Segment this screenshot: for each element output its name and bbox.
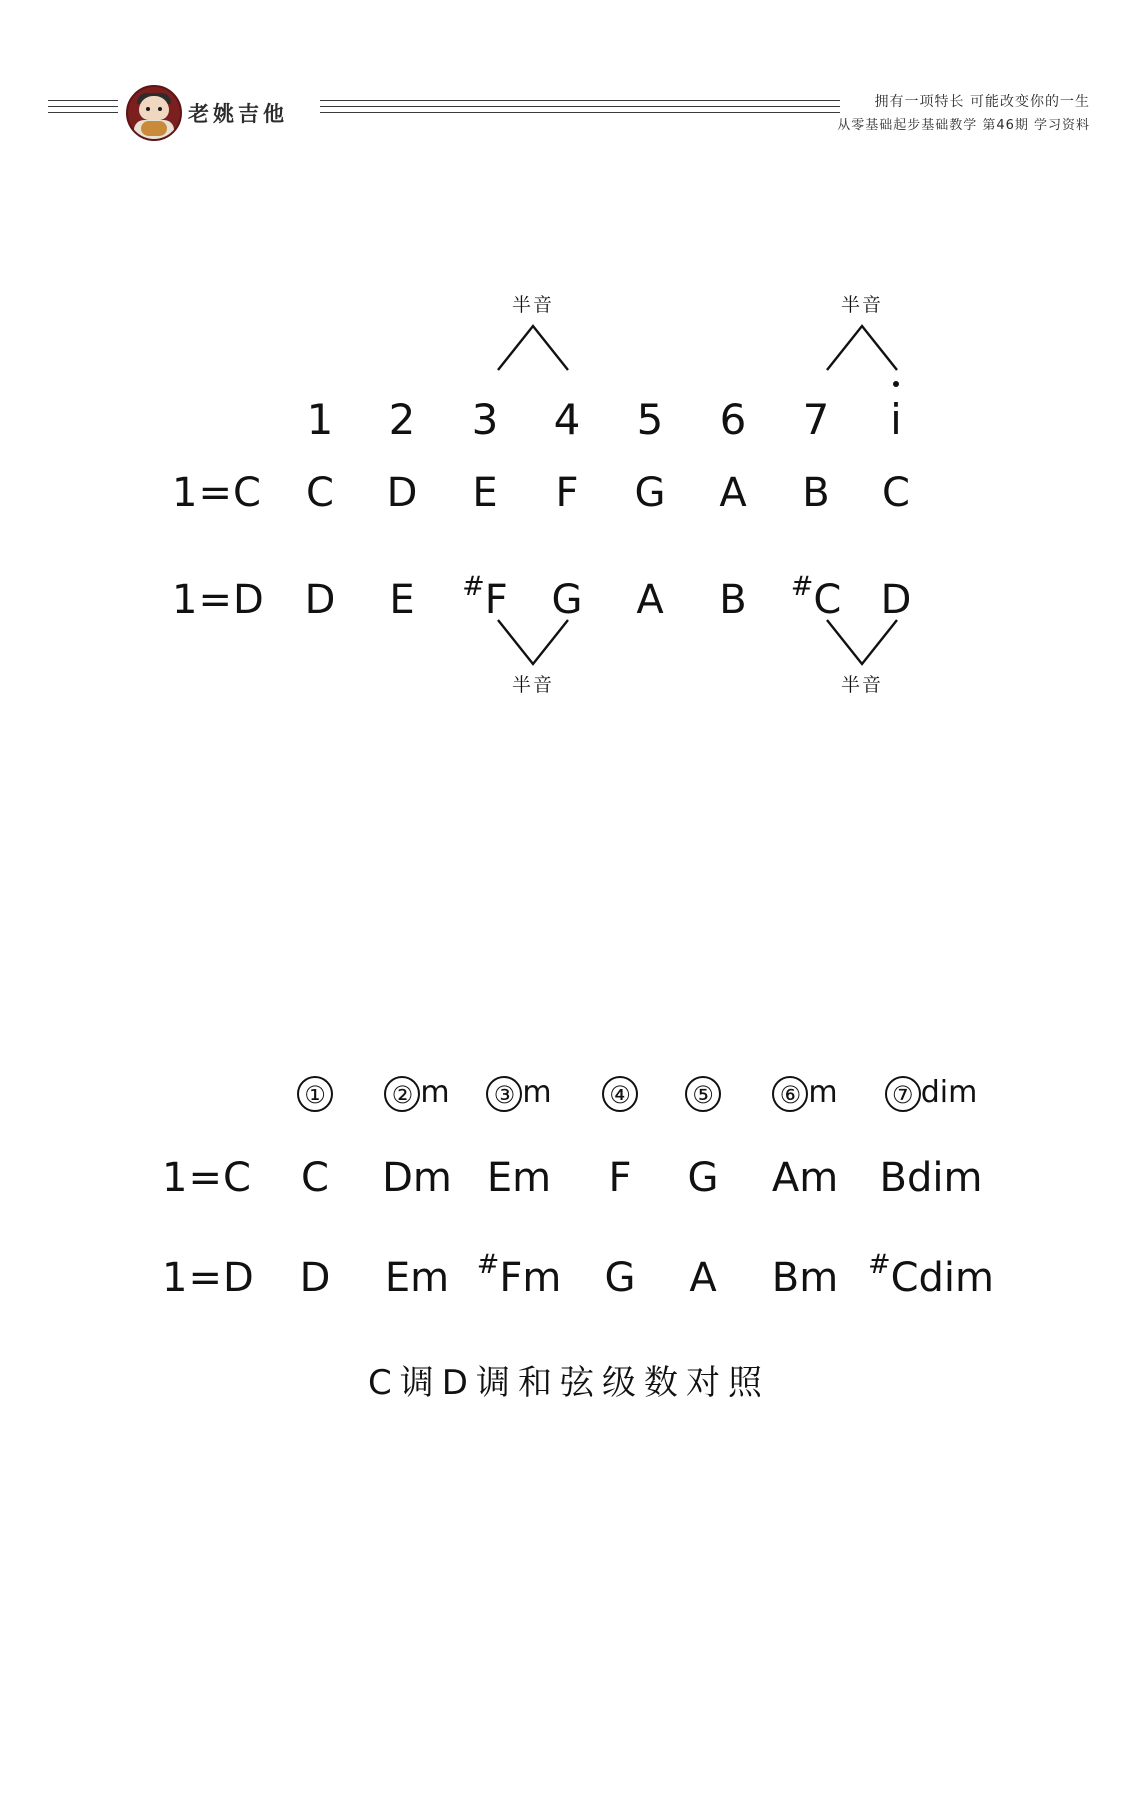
chord-degree-7	[866, 1075, 996, 1112]
scale-c-note-2: D	[386, 470, 418, 516]
chord-degree-3-suffix: m	[522, 1075, 552, 1110]
chord-d-7-label: Cdim	[890, 1255, 995, 1301]
scale-d-note-4: G	[551, 577, 583, 623]
scale-c-note-1: C	[306, 470, 334, 516]
scale-degree-5: 5	[636, 395, 664, 444]
half-step-label: 半音	[511, 294, 554, 316]
chord-c-5: G	[687, 1155, 719, 1201]
half-step-chevron-down-icon	[823, 618, 901, 670]
slogan-line-2: 从零基础起步基础教学 第46期 学习资料	[837, 117, 1090, 133]
sharp-sign-icon: #	[462, 571, 485, 602]
scale-c-note-6: A	[719, 470, 747, 516]
brand-title: 老姚吉他	[188, 102, 288, 126]
chord-row-d-label: 1=D	[162, 1255, 255, 1301]
scale-d-note-6: B	[719, 577, 747, 623]
circled-number-1-icon: ①	[297, 1076, 333, 1112]
slogan-line-1: 拥有一项特长 可能改变你的一生	[874, 94, 1090, 110]
scale-degree-8-label: i	[890, 395, 902, 444]
scale-degree-8	[866, 395, 926, 444]
chord-d-2: Em	[384, 1255, 450, 1301]
chord-degree-6-suffix: m	[808, 1075, 838, 1110]
scale-degree-6: 6	[719, 395, 747, 444]
scale-d-note-3	[445, 571, 525, 623]
scale-d-note-5: A	[636, 577, 664, 623]
chord-degree-7-suffix: dim	[920, 1075, 978, 1110]
scale-c-note-3: E	[472, 470, 498, 516]
circled-number-7-icon: ⑦	[885, 1076, 921, 1112]
sharp-sign-icon: #	[476, 1249, 500, 1280]
scale-row-d-label: 1=D	[172, 577, 265, 623]
sharp-sign-icon: #	[867, 1249, 891, 1280]
chord-d-7	[856, 1249, 1006, 1301]
chord-degree-6	[755, 1075, 855, 1112]
scale-degree-4: 4	[553, 395, 581, 444]
chord-degree-5	[663, 1075, 743, 1112]
chord-row-c-label: 1=C	[162, 1155, 252, 1201]
half-step-chevron-up-icon	[494, 320, 572, 372]
scale-d-note-2: E	[389, 577, 415, 623]
scale-c-note-5: G	[634, 470, 666, 516]
chord-d-5: A	[689, 1255, 717, 1301]
chord-d-6: Bm	[771, 1255, 839, 1301]
chord-c-4: F	[608, 1155, 632, 1201]
chord-c-3: Em	[486, 1155, 552, 1201]
scale-degree-3: 3	[471, 395, 499, 444]
sharp-sign-icon: #	[790, 571, 814, 602]
scale-degree-7: 7	[802, 395, 830, 444]
scale-degree-1: 1	[306, 395, 334, 444]
scale-degree-2: 2	[388, 395, 416, 444]
half-step-chevron-down-icon	[494, 618, 572, 670]
chord-degree-2-suffix: m	[420, 1075, 450, 1110]
scale-c-note-4: F	[555, 470, 579, 516]
chord-d-4: G	[604, 1255, 636, 1301]
chord-degree-4	[580, 1075, 660, 1112]
scale-row-c-label: 1=C	[172, 470, 262, 516]
scale-c-note-8: C	[882, 470, 910, 516]
scale-c-note-7: B	[802, 470, 830, 516]
scale-d-note-7	[776, 571, 856, 623]
chord-degree-3	[474, 1075, 564, 1112]
chord-d-3-label: Fm	[499, 1255, 562, 1301]
circled-number-3-icon: ③	[486, 1076, 522, 1112]
chord-c-7: Bdim	[879, 1155, 983, 1201]
octave-dot-icon	[893, 381, 899, 387]
scale-d-note-1: D	[304, 577, 336, 623]
half-step-chevron-up-icon	[823, 320, 901, 372]
scale-d-note-3-label: F	[484, 577, 508, 623]
circled-number-6-icon: ⑥	[772, 1076, 808, 1112]
half-step-label: 半音	[840, 674, 883, 696]
scale-d-note-7-label: C	[813, 577, 842, 623]
chart-caption: C调D调和弦级数对照	[368, 1363, 770, 1403]
circled-number-4-icon: ④	[602, 1076, 638, 1112]
chord-c-2: Dm	[382, 1155, 452, 1201]
half-step-label: 半音	[840, 294, 883, 316]
half-step-label: 半音	[511, 674, 554, 696]
chord-degree-1	[275, 1075, 355, 1112]
circled-number-5-icon: ⑤	[685, 1076, 721, 1112]
chord-degree-2	[372, 1075, 462, 1112]
chord-c-1: C	[301, 1155, 329, 1201]
chord-d-1: D	[299, 1255, 331, 1301]
chord-c-6: Am	[771, 1155, 839, 1201]
chord-d-3	[464, 1249, 574, 1301]
scale-d-note-8: D	[880, 577, 912, 623]
circled-number-2-icon: ②	[384, 1076, 420, 1112]
